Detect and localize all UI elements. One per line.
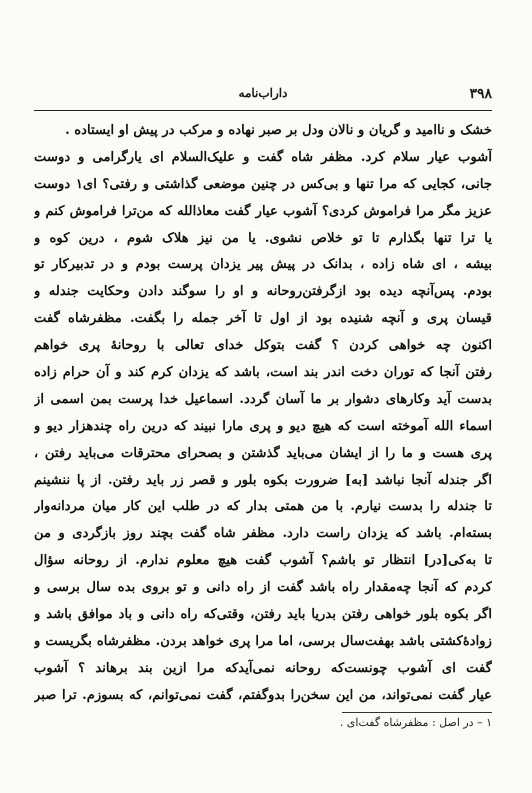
header-rule <box>34 110 492 111</box>
text-line: تا به‌کی[در] انتظار تو باشم؟ آشوب گفت هیچ معلوم ندارم. از روحانه سؤال <box>34 553 492 569</box>
page-number: ۳۹۸ <box>469 86 492 102</box>
text-line: عیار گفت نمی‌تواند، من این سخن‌را بدوگفتم، گفت نمی‌توانم، که بسوزم. ترا صبر <box>34 687 492 703</box>
text-line: خشک و ناامید و گریان و نالان ودل بر صبر نهاده و مرکب در پیش او ایستاده . <box>65 123 492 138</box>
page-header <box>34 86 492 108</box>
text-line: اسماء الله آموخته است که هیچ دیو و پری مارا نبیند که درین راه چندهزار دیو و <box>34 418 492 434</box>
text-line: اکنون چه خواهی کردن ؟ گفت بتوکل خدای تعالی با روحانهٔ پری خواهم <box>34 338 492 354</box>
text-line: قیسان پری و آنچه شنیده بود از اول تا آخر جمله را بگفت. مظفرشاه گفت <box>34 311 492 327</box>
body-text <box>34 118 492 710</box>
text-line: یا ترا تنها بگذارم تا تو خلاص نشوی. یا من نیز هلاک شوم ، درین کوه و <box>34 230 492 246</box>
text-line: بودم. پس‌آنچه دیده بود ازگرفتن‌روحانه و او را سوگند دادن وحکایت جندله و <box>34 284 492 300</box>
text-line: کردم که آنجا چه‌مقدار راه باشد گفت از راه دانی و تو بروی بده سال برسی و <box>34 580 492 596</box>
footnote-rule <box>342 712 492 713</box>
text-line: تا جندله را بدست نیارم. با من همتی بدار که در طلب این کار میان مردانه‌وار <box>34 499 492 515</box>
text-line: عزیز مگر مرا فراموش کردی؟ آشوب عیار گفت معاذالله که من‌ترا فراموش کنم و <box>34 203 492 219</box>
text-line: بدست آید وکارهای دشوار بر ما آسان گردد. اسماعیل خدا پرست بمن اسمی از <box>34 391 492 407</box>
text-line: گفت ای آشوب چونست‌که روحانه نمی‌آیدکه مرا ازین بند برهاند ؟ آشوب <box>34 660 492 676</box>
text-line: رفتن آنجا که توران دخت اندر بند است، باشد که یزدان کرم کند و آن حرام زاده <box>34 365 492 381</box>
text-line: پری هست و ما را از ایشان می‌باید گذشتن و بصحرای محترقات می‌باید رفتن ، <box>34 445 492 461</box>
text-line: زوادهٔ‌کشتی باشد بهفت‌سال برسی، اما مرا پری خواهد بردن. مظفرشاه بگریست و <box>34 633 492 649</box>
text-line: اگر جندله آنجا نباشد [به] ضرورت بکوه بلور و قصر زر باید رفتن. از پا ننشینم <box>34 472 492 488</box>
text-line: بیشه ، ای شاه زاده ، بدانک در پیش پیر یزدان پرست بودم و در تدبیرکار تو <box>34 257 492 273</box>
footnote: ۱ – در اصل : مظفرشاه گفت‌ای . <box>339 716 492 729</box>
text-line: بسته‌ام. باشد که یزدان راست دارد. مظفر شاه گفت بچند روز بازگردی و من <box>34 526 492 542</box>
text-line: آشوب عیار سلام کرد. مظفر شاه گفت و علیک‌السلام ای یارگرامی و دوست <box>34 149 492 165</box>
running-title: داراب‌نامه <box>238 86 288 100</box>
text-line: اگر بکوه بلور خواهی رفتن بدریا باید رفتن، وقتی‌که راه دانی و باد موافق باشد و <box>34 607 492 623</box>
text-line: جانی، کجایی که مرا تنها و بی‌کس در چنین موضعی گذاشتی و رفتی؟ ای۱ دوست <box>34 176 492 192</box>
